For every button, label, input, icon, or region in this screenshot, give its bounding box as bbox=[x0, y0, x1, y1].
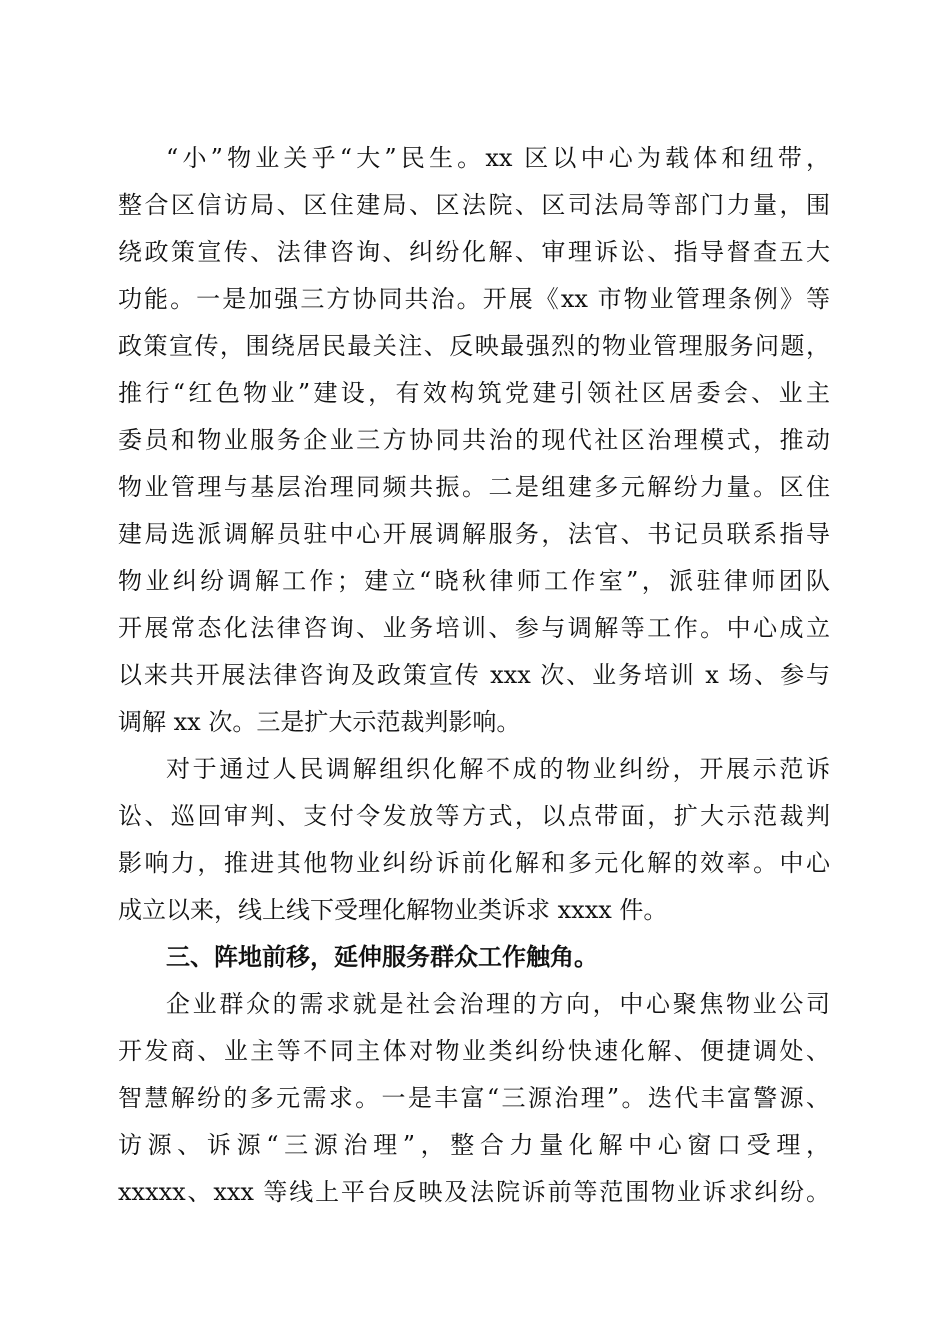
section-heading: 三、阵地前移，延伸服务群众工作触角。 bbox=[166, 943, 598, 971]
text-line: 访源、诉源“三源治理”，整合力量化解中心窗口受理， bbox=[118, 1131, 830, 1159]
text-line: 成立以来，线上线下受理化解物业类诉求 xxxx 件。 bbox=[118, 896, 668, 924]
text-line: xxxxx、xxx 等线上平台反映及法院诉前等范围物业诉求纠纷。 bbox=[118, 1178, 830, 1206]
text-line: 物业管理与基层治理同频共振。二是组建多元解纷力量。区住 bbox=[118, 473, 830, 501]
text-line: 讼、巡回审判、支付令发放等方式，以点带面，扩大示范裁判 bbox=[118, 802, 830, 830]
text-line: 对于通过人民调解组织化解不成的物业纠纷，开展示范诉 bbox=[166, 755, 830, 783]
text-line: 物业纠纷调解工作；建立“晓秋律师工作室”，派驻律师团队 bbox=[118, 567, 830, 595]
text-line: 影响力，推进其他物业纠纷诉前化解和多元化解的效率。中心 bbox=[118, 849, 830, 877]
text-line: 开展常态化法律咨询、业务培训、参与调解等工作。中心成立 bbox=[118, 614, 830, 642]
text-line: 调解 xx 次。三是扩大示范裁判影响。 bbox=[118, 708, 521, 736]
text-line: 以来共开展法律咨询及政策宣传 xxx 次、业务培训 x 场、参与 bbox=[118, 661, 830, 689]
text-line: 企业群众的需求就是社会治理的方向，中心聚焦物业公司 bbox=[166, 990, 830, 1018]
text-line: 整合区信访局、区住建局、区法院、区司法局等部门力量，围 bbox=[118, 191, 830, 219]
text-line: 功能。一是加强三方协同共治。开展《xx 市物业管理条例》等 bbox=[118, 285, 830, 313]
text-line: 政策宣传，围绕居民最关注、反映最强烈的物业管理服务问题， bbox=[118, 332, 830, 360]
text-line: “小”物业关乎“大”民生。xx 区以中心为载体和纽带， bbox=[166, 144, 830, 172]
text-line: 绕政策宣传、法律咨询、纠纷化解、审理诉讼、指导督查五大 bbox=[118, 238, 830, 266]
text-line: 委员和物业服务企业三方协同共治的现代社区治理模式，推动 bbox=[118, 426, 830, 454]
text-line: 智慧解纷的多元需求。一是丰富“三源治理”。迭代丰富警源、 bbox=[118, 1084, 830, 1112]
text-line: 建局选派调解员驻中心开展调解服务，法官、书记员联系指导 bbox=[118, 520, 830, 548]
text-line: 推行“红色物业”建设，有效构筑党建引领社区居委会、业主 bbox=[118, 379, 830, 407]
text-line: 开发商、业主等不同主体对物业类纠纷快速化解、便捷调处、 bbox=[118, 1037, 830, 1065]
